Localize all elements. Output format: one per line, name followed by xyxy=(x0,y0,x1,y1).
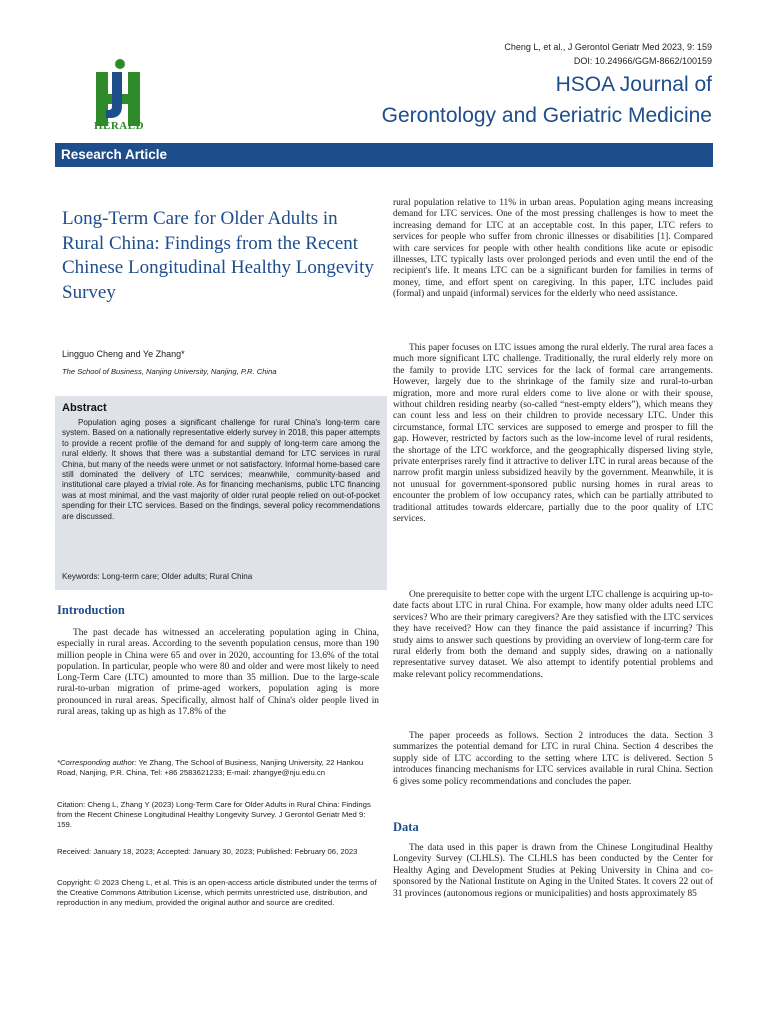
article-authors: Lingguo Cheng and Ye Zhang* xyxy=(62,349,185,359)
abstract-body: Population aging poses a significant challenge for rural China's long-term care system. Based on a nationally representative elderly survey in 2018, this paper attempts to provide a recent profile of the demand for and supply of long-term care among the rural elderly. It shows that there was a substantial demand for LTC services in rural China, but many of the needs were unmet or not satisfactory. Informal home-based care still dominated the delivery of LTC services; meanwhile, community-based and institutional care played a trivial role. As for financing mechanisms, public LTC financing was at most minimal, and the vast majority of older rural people relied on out-of-pocket spending for their LTC services. Based on the findings, several policy recommendations are discussed. xyxy=(62,418,380,521)
abstract-keywords: Keywords: Long-term care; Older adults; Rural China xyxy=(62,572,253,581)
article-type-label: Research Article xyxy=(61,147,168,162)
body-paragraph-outline: The paper proceeds as follows. Section 2 introduces the data. Section 3 summarizes the potential demand for LTC in rural China. Section 4 describes the supply side of LTC according to the setting where LTC is delivered. Section 5 introduces financing mechanisms for LTC services available in rural China. Section 6 gives some policy recommendations and concludes the paper. xyxy=(393,731,713,787)
body-paragraph-rural-focus: This paper focuses on LTC issues among the rural elderly. The rural area faces a much more significant LTC challenge. Traditionally, the rural elderly rely more on the family to provide LTC services for the lack of formal care arrangements. However, largely due to the shrinkage of the family size and rural-to-urban migration, more and more rural elders come to live alone or with their spouse, without children residing nearby (so-called “nest-empty elders”), which means they can count less and less on their children to provide necessary LTC. Under this circumstance, formal LTC services are supposed to emerge and prosper to fill the gap. However, restricted by factors such as the low-income level of rural residents, the shortage of the LTC workforce, and the geographically dispersed living style, private enterprises rarely find it attractive to deliver LTC in rural areas because of the narrow profit margin unless subsidized heavily by the government. Meanwhile, it is not unusual for government-sponsored public nursing homes in rural areas to encounter the problem of low occupancy rates, which can be partially attributed to traditional attitudes towards eldercare, partially due to the poor quality of LTC services. xyxy=(393,343,713,525)
journal-title-line2: Gerontology and Geriatric Medicine xyxy=(381,104,712,127)
copyright-note: Copyright: © 2023 Cheng L, et al. This is an open-access article distributed under the terms of the Creative Commons Attribution License, which permits unrestricted use, distribution, and reproduction in any medium, provided the original author and source are credited. xyxy=(57,878,377,908)
corresponding-author-label: *Corresponding author: xyxy=(57,758,137,767)
publisher-wordmark: HERALD xyxy=(93,120,145,132)
body-paragraph-continued: rural population relative to 11% in urban areas. Population aging means increasing demand for LTC services. One of the most pressing challenges is how to meet the increasing demand for LTC at an acceptable cost. In this paper, LTC refers to services for people who suffer from chronic illnesses or disabilities [1]. Compared with care services for people with other health conditions like acute or episodic illnesses, LTC typically lasts over prolonged periods and even until the end of the recipient's life. It means LTC can be a significant burden for families in terms of money, time, and effort spent on caregiving. In this paper, LTC includes paid (formal) and unpaid (informal) services for the elderly who need assistance. xyxy=(393,198,713,300)
data-heading: Data xyxy=(393,820,419,834)
introduction-heading: Introduction xyxy=(57,603,125,617)
header-doi[interactable]: DOI: 10.24966/GGM-8662/100159 xyxy=(573,56,712,66)
abstract-box xyxy=(55,396,387,590)
corresponding-author-details: Ye Zhang, The School of Business, Nanjing University, 22 Hankou Road, Nanjing, P.R. China, Tel: +86 2583621233; E-mail: zhangye@nju.edu.cn xyxy=(57,758,364,778)
corresponding-author-note xyxy=(57,758,379,778)
citation-note: Citation: Cheng L, Zhang Y (2023) Long-Term Care for Older Adults in Rural China: Findings from the Recent Chinese Longitudinal Healthy Longevity Survey. J Gerontol Geriatr Med 9: 159. xyxy=(57,800,371,830)
abstract-heading: Abstract xyxy=(62,402,107,414)
received-dates-note: Received: January 18, 2023; Accepted: January 30, 2023; Published: February 06, 2023 xyxy=(57,847,358,856)
article-affiliation: The School of Business, Nanjing University, Nanjing, P.R. China xyxy=(62,367,277,376)
introduction-paragraph-1: The past decade has witnessed an accelerating population aging in China, especially in rural areas. According to the seventh population census, more than 190 million people in China were 65 and over in 2020, accounting for 13.6% of the total population. In particular, people who were 80 and older and were most likely to need Long-Term Care (LTC) amounted to more than 35 million. Due to the large-scale rural-to-urban migration of prime-aged workers, population aging is more pronounced in rural areas. Specifically, almost half of China's older people lived in rural areas, taking up as high as 17.8% of the xyxy=(57,628,379,718)
body-paragraph-prerequisite: One prerequisite to better cope with the urgent LTC challenge is acquiring up-to-date facts about LTC in rural China. For example, how many older adults need LTC services? Who are their primary caregivers? Are they satisfied with the LTC services they have received? How can they finance the paid assistance if incurring? This study aims to answer such questions by providing an overview of long-term care for rural elderly from both the demand and supply sides, drawing on a nationally representative survey dataset. We also attempt to identify potential problems and make relevant policy recommendations. xyxy=(393,590,713,680)
article-type-banner xyxy=(55,143,713,167)
header-citation: Cheng L, et al., J Gerontol Geriatr Med 2023, 9: 159 xyxy=(504,42,712,52)
journal-title-line1: HSOA Journal of xyxy=(555,73,712,96)
article-title: Long-Term Care for Older Adults in Rural China: Findings from the Recent Chinese Longitudinal Healthy Longevity Survey xyxy=(62,208,374,303)
body-paragraph-data: The data used in this paper is drawn from the Chinese Longitudinal Healthy Longevity Survey (CLHLS). The CLHLS has been conducted by the Center for Healthy Aging and Development Studies at Peking University in China and co-sponsored by the National Institute on Aging in the United States. It covers 22 out of 31 provinces (autonomous regions or municipalities) and hosts approximately 85 xyxy=(393,843,713,899)
